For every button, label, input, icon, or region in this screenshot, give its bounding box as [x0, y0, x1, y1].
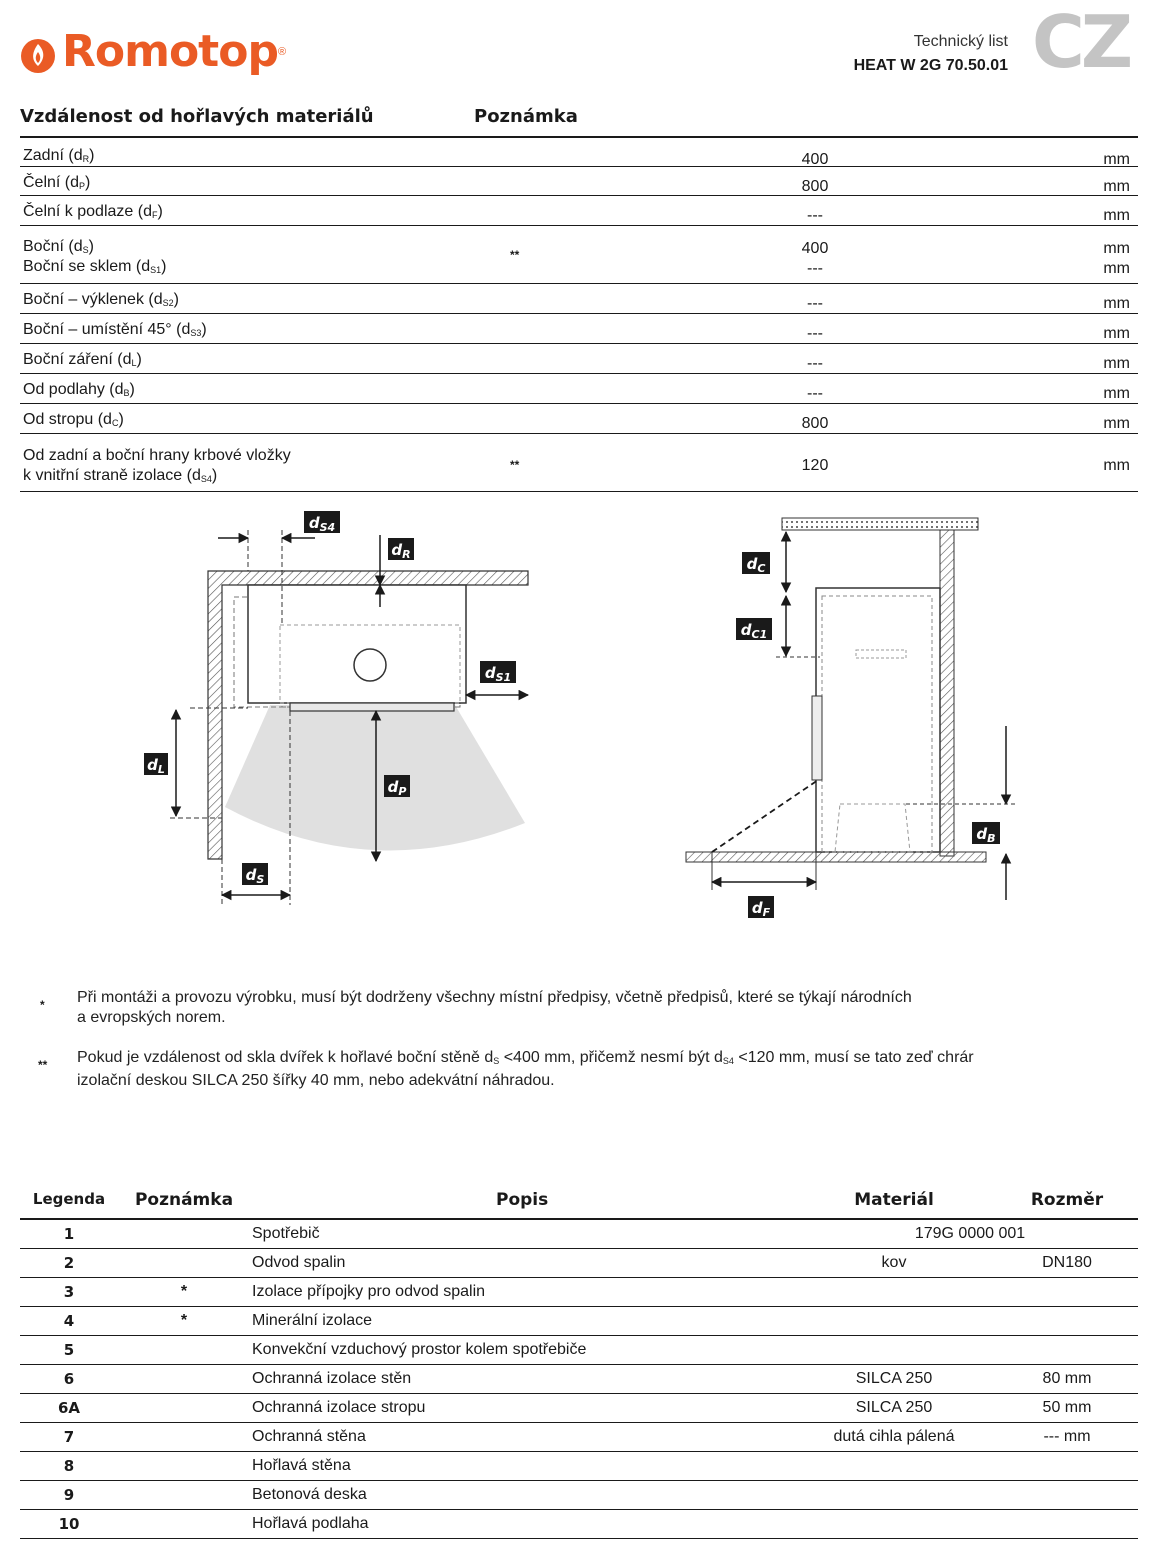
distance-note-header: Poznámka [474, 106, 578, 127]
label-df: $d_F$ [751, 899, 771, 919]
ceiling [782, 518, 978, 530]
row-label: Čelní $(d_P)$ [23, 174, 91, 191]
table-row [20, 314, 1138, 344]
table-row [20, 374, 1138, 404]
row-value: 120 [801, 457, 829, 474]
label-dc: $d_C$ [746, 555, 766, 575]
row-unit: mm [1103, 457, 1130, 474]
table-row [20, 138, 1138, 167]
row-label-secondary: Boční se sklem $(d_{S1})$ [23, 258, 167, 275]
table-row [20, 196, 1138, 226]
row-unit: mm [1103, 295, 1130, 312]
row-value-secondary: --- [807, 260, 823, 277]
table-row: 3 * Izolace přípojky pro odvod spalin [20, 1278, 1138, 1307]
label-ds1: $d_{S1}$ [484, 664, 512, 684]
table-row: 6 Ochranná izolace stěn SILCA 250 80 mm [20, 1365, 1138, 1394]
row-unit: mm [1103, 178, 1130, 195]
row-label: Boční – umístění 45° $(d_{S3})$ [23, 321, 207, 338]
row-value: --- [807, 207, 823, 224]
table-row: 7 Ochranná stěna dutá cihla pálená --- mm [20, 1423, 1138, 1452]
table-row [20, 167, 1138, 196]
doc-type: Technický list [913, 33, 1008, 50]
row-unit: mm [1103, 385, 1130, 402]
row-value: --- [807, 355, 823, 372]
row-label: Od stropu $(d_C)$ [23, 411, 124, 428]
row-label: Od zadní a boční hrany krbové vložky [23, 447, 291, 464]
row-unit: mm [1103, 325, 1130, 342]
label-db: $d_B$ [976, 825, 996, 845]
appliance-side [816, 588, 940, 852]
back-wall [940, 530, 954, 856]
row-unit: mm [1103, 207, 1130, 224]
row-unit: mm [1103, 240, 1130, 257]
table-row: 5 Konvekční vzduchový prostor kolem spotřebiče [20, 1336, 1138, 1365]
distance-table [20, 136, 1138, 492]
row-value: --- [807, 385, 823, 402]
row-unit: mm [1103, 415, 1130, 432]
header-dimension: Rozměr [1030, 1190, 1104, 1210]
footnote-mark: ** [38, 1058, 48, 1072]
footnote-mark: * [40, 998, 45, 1012]
row-note: ** [510, 458, 520, 472]
row-unit-secondary: mm [1103, 260, 1130, 277]
footnote-1: Při montáži a provozu výrobku, musí být dodrženy všechny místní předpisy, včetně předpisů, které se týkají národních a evropských norem. [77, 989, 912, 1026]
flue-outlet [354, 649, 386, 681]
row-label: Čelní k podlaze $(d_F)$ [23, 203, 163, 220]
brand-name: Romotop [62, 26, 278, 77]
header-legend: Legenda [32, 1190, 106, 1208]
row-value: --- [807, 325, 823, 342]
label-dc1: $d_{C1}$ [740, 621, 768, 641]
radiation-zone [225, 705, 525, 850]
doc-code: HEAT W 2G 70.50.01 [853, 57, 1008, 74]
header-desc: Popis [496, 1190, 549, 1210]
label-dp: $d_P$ [387, 778, 407, 798]
label-dl: $d_L$ [147, 756, 165, 776]
table-row: 9 Betonová deska [20, 1481, 1138, 1510]
row-label: Boční záření $(d_L)$ [23, 351, 142, 368]
row-unit: mm [1103, 355, 1130, 372]
table-row [20, 404, 1138, 434]
romotop-logo [20, 26, 287, 77]
registered-mark: ® [277, 46, 287, 58]
table-row [20, 284, 1138, 314]
row-unit: mm [1103, 151, 1130, 168]
row-label: Zadní $(d_R)$ [23, 147, 95, 164]
language-code: CZ [1032, 0, 1130, 84]
row-label-secondary: k vnitřní straně izolace $(d_{S4})$ [23, 467, 218, 484]
appliance-body [248, 585, 466, 703]
header-note: Poznámka [134, 1190, 234, 1210]
row-label: Od podlahy $(d_B)$ [23, 381, 135, 398]
footnote-2: Pokud je vzdálenost od skla dvířek k hořlavé boční stěně $d_S <400$ mm, přičemž nesmí být $d_{S4} <120$ mm, musí se tato zeď chrár izolační deskou SILCA 250 šířky 40 mm, nebo adekvátní náhradou. [77, 1049, 974, 1089]
legend-header [20, 1188, 1138, 1220]
row-label: Boční $(d_S)$ [23, 238, 94, 255]
row-label: Boční – výklenek $(d_{S2})$ [23, 291, 179, 308]
table-row: 10 Hořlavá podlaha [20, 1510, 1138, 1539]
row-value: 800 [801, 178, 829, 195]
table-row: 4 * Minerální izolace [20, 1307, 1138, 1336]
row-note: ** [510, 248, 520, 262]
table-row [20, 344, 1138, 374]
row-value: --- [807, 295, 823, 312]
table-row [20, 434, 1138, 492]
distance-title: Vzdálenost od hořlavých materiálů [20, 106, 374, 127]
door-glass [290, 703, 454, 711]
side-view-diagram [680, 510, 1040, 930]
table-row: 2 Odvod spalin kov DN180 [20, 1249, 1138, 1278]
label-dr: $d_R$ [391, 541, 411, 561]
table-row [20, 226, 1138, 284]
legend-table [20, 1188, 1138, 1539]
top-view-diagram [130, 505, 550, 915]
floor [686, 852, 986, 862]
label-ds4: $d_{S4}$ [308, 514, 336, 534]
door [812, 696, 822, 780]
row-value: 800 [801, 415, 829, 432]
row-value: 400 [801, 240, 829, 257]
header-material: Materiál [854, 1190, 934, 1210]
table-row: 8 Hořlavá stěna [20, 1452, 1138, 1481]
table-row: 6A Ochranná izolace stropu SILCA 250 50 mm [20, 1394, 1138, 1423]
label-ds: $d_S$ [245, 866, 265, 886]
flame-icon [20, 30, 56, 74]
row-value: 400 [801, 151, 829, 168]
table-row: 1 Spotřebič 179G 0000 001 [20, 1220, 1138, 1249]
